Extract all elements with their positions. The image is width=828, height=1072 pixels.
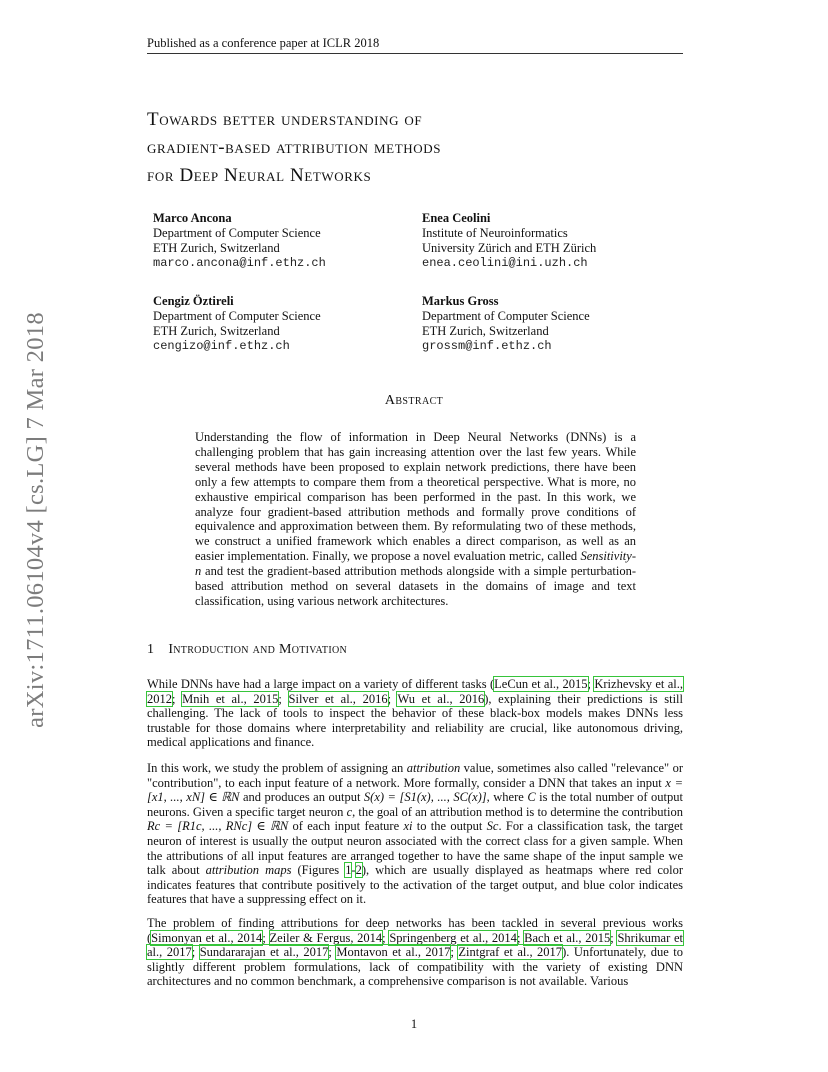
citation-link[interactable]: Sundararajan et al., 2017 — [199, 945, 329, 960]
abstract-text-part: and test the gradient-based attribution methods alongside with a simple perturbation-based attribution method on several datasets in the domains of image and text classification, using various network architectures. — [195, 564, 636, 608]
section-title: Introduction and Motivation — [168, 642, 347, 657]
math-inline: c — [346, 804, 353, 819]
paragraph — [147, 677, 683, 750]
math-inline: Sc — [486, 819, 499, 834]
citation-link[interactable]: Silver et al., 2016 — [288, 691, 388, 706]
author-name: Enea Ceolini — [422, 211, 491, 225]
text: to the output — [412, 819, 487, 834]
text: is the total number of output neurons. Given a specific target neuron — [147, 790, 683, 819]
running-head: Published as a conference paper at ICLR 2018 — [147, 36, 380, 50]
title-line: for Deep Neural Networks — [147, 165, 372, 186]
text: and produces an output — [239, 790, 364, 805]
text: - — [351, 863, 356, 878]
author-affiliation: University Zürich and ETH Zürich — [422, 241, 597, 255]
text: ; — [278, 691, 289, 706]
author-affiliation: ETH Zurich, Switzerland — [153, 324, 280, 338]
text: ; — [382, 930, 390, 945]
abstract-text — [195, 430, 636, 609]
paragraph — [147, 761, 683, 907]
text: ; — [516, 930, 525, 945]
page-number: 1 — [410, 1017, 418, 1031]
author-affiliation: Institute of Neuroinformatics — [422, 226, 568, 240]
text: ; — [387, 691, 398, 706]
citation-link[interactable]: LeCun et al., 2015 — [494, 677, 588, 691]
citation-link[interactable]: Springenberg et al., 2014 — [389, 930, 517, 945]
title-line: gradient-based attribution methods — [147, 137, 442, 158]
text: value, sometimes also called "relevance" or "contribution", to each input feature of a network. More formally, consider a DNN that takes an input — [147, 761, 683, 790]
text: While DNNs have had a large impact on a variety of different tasks ( — [147, 677, 495, 691]
citation-link[interactable]: Zeiler & Fergus, 2014 — [269, 930, 383, 945]
citation-link[interactable]: Bach et al., 2015 — [524, 930, 611, 945]
metric-name: Sensitivity-n — [195, 549, 636, 579]
citation-link[interactable]: Shrikumar et al., 2017 — [147, 930, 683, 960]
text: ; — [191, 945, 200, 960]
author-email[interactable]: cengizo@inf.ethz.ch — [153, 339, 290, 353]
author-affiliation: Department of Computer Science — [153, 309, 321, 323]
text: ). Unfortunately, due to slightly different problem formulations, lack of compatibility with the variety of existing DNN architectures and no common benchmark, a comprehensive comparison is not available. Various — [147, 945, 683, 989]
figure-link[interactable]: 1 — [345, 863, 352, 878]
section-heading — [147, 642, 347, 658]
author-block — [153, 294, 321, 354]
text: In this work, we study the problem of assigning an — [147, 761, 407, 775]
text: ; — [450, 945, 459, 960]
emphasis: attribution maps — [205, 863, 292, 878]
citation-link[interactable]: Krizhevsky et al., 2012 — [147, 677, 683, 706]
author-email[interactable]: enea.ceolini@ini.uzh.ch — [422, 256, 588, 270]
header-rule — [147, 53, 683, 54]
text: (Figures — [291, 863, 346, 878]
author-email[interactable]: marco.ancona@inf.ethz.ch — [153, 256, 326, 270]
text: ; — [262, 930, 270, 945]
text: ; — [172, 691, 183, 706]
citation-link[interactable]: Simonyan et al., 2014 — [151, 930, 263, 945]
section-number: 1 — [147, 642, 155, 657]
text: ; — [587, 677, 595, 691]
arxiv-stamp: arXiv:1711.06104v4 [cs.LG] 7 Mar 2018 — [22, 312, 49, 728]
abstract-text-part: Understanding the flow of information in Deep Neural Networks (DNNs) is a challenging problem that has gain increasing attention over the last few years. While several methods have been proposed to explain network predictions, there have been only a few attempts to compare them from a theoretical perspective. What is more, no exhaustive empirical comparison has been performed in the past. In this work, we analyze four gradient-based attribution methods and formally prove conditions of equivalence and approximation between them. By reformulating two of these methods, we construct a unified framework which enables a direct comparison, as well as an easier implementation. Finally, we propose a novel evaluation metric, called — [195, 430, 636, 564]
math-inline: xi — [403, 819, 413, 834]
text: , where — [486, 790, 528, 805]
author-name: Marco Ancona — [153, 211, 232, 225]
author-affiliation: Department of Computer Science — [422, 309, 590, 323]
citation-link[interactable]: Montavon et al., 2017 — [336, 945, 451, 960]
author-block — [153, 211, 326, 271]
text: ; — [328, 945, 337, 960]
author-name: Markus Gross — [422, 294, 499, 308]
citation-link[interactable]: Mnih et al., 2015 — [182, 691, 279, 706]
text: ), which are usually displayed as heatmaps where red color indicates features that contribute positively to the activation of the target output, and blue color indicates features that have a suppressing effect on it. — [147, 863, 684, 907]
abstract-heading: Abstract — [384, 393, 444, 408]
text: The problem of finding attributions for deep networks has been tackled in several previous works ( — [147, 916, 683, 945]
text: ), explaining their predictions is still challenging. The lack of tools to inspect the behavior of these black-box models makes DNNs less trustable for those domains where interpretability and reliability are crucial, like autonomous driving, medical applications and finance. — [147, 691, 683, 750]
math-inline: S(x) = [S1(x), ..., SC(x)] — [363, 790, 487, 805]
text: . For a classification task, the target neuron of interest is usually the output neuron associated with the correct class for a given sample. When the attributions of all input features are arranged together to have the same shape of the input sample we talk about — [147, 819, 683, 878]
author-block — [422, 211, 596, 271]
text: , the goal of an attribution method is to determine the contribution — [352, 804, 683, 819]
text: of each input feature — [288, 819, 404, 834]
paper-title — [147, 106, 441, 190]
author-affiliation: ETH Zurich, Switzerland — [153, 241, 280, 255]
math-inline: C — [527, 790, 536, 805]
figure-link[interactable]: 2 — [355, 863, 362, 878]
paragraph — [147, 916, 683, 989]
math-inline: Rc = [R1c, ..., RNc] ∈ ℝN — [147, 819, 289, 834]
author-affiliation: Department of Computer Science — [153, 226, 321, 240]
author-name: Cengiz Öztireli — [153, 294, 234, 308]
author-email[interactable]: grossm@inf.ethz.ch — [422, 339, 552, 353]
math-inline: x = [x1, ..., xN] ∈ ℝN — [147, 775, 684, 805]
citation-link[interactable]: Zintgraf et al., 2017 — [458, 945, 563, 960]
emphasis: attribution — [406, 761, 461, 775]
author-affiliation: ETH Zurich, Switzerland — [422, 324, 549, 338]
text: ; — [610, 930, 618, 945]
author-block — [422, 294, 590, 354]
citation-link[interactable]: Wu et al., 2016 — [397, 691, 485, 706]
title-line: Towards better understanding of — [147, 109, 423, 130]
